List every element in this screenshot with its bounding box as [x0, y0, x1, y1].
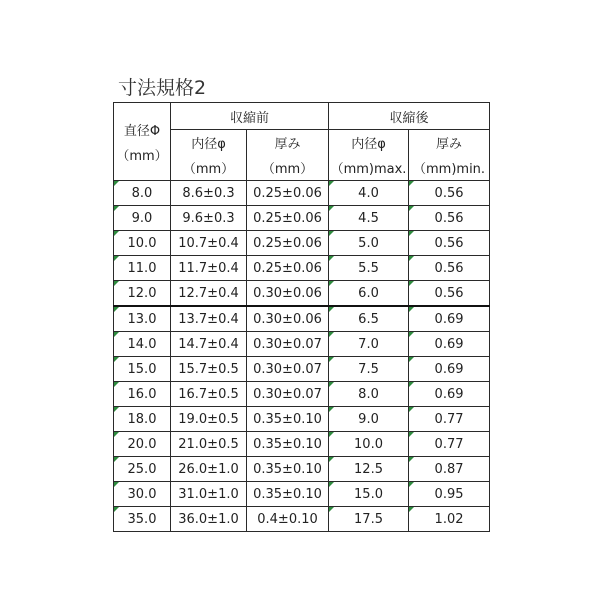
thick-after-cell [409, 181, 490, 206]
inner-after-cell [329, 256, 409, 281]
inner-after-cell-value: 5.5 [358, 260, 379, 276]
inner-after-cell-value: 12.5 [354, 461, 383, 477]
table-row [114, 407, 490, 432]
table-row [114, 231, 490, 256]
thick-after-cell [409, 306, 490, 332]
cell-marker-icon [409, 256, 414, 261]
inner-after-cell-value: 17.5 [354, 511, 383, 527]
diameter-cell-value: 14.0 [127, 336, 157, 352]
inner-before-header: 内径φ [171, 130, 247, 156]
cell-marker-icon [409, 206, 414, 211]
diameter-cell [114, 332, 171, 357]
inner-before-cell-value: 8.6±0.3 [182, 185, 235, 201]
inner-before-cell [171, 181, 247, 206]
thick-before-cell [247, 457, 329, 482]
thick-after-cell [409, 407, 490, 432]
cell-marker-icon [329, 507, 334, 512]
cell-marker-icon [409, 332, 414, 337]
thick-after-cell-value: 0.56 [434, 285, 464, 301]
diameter-cell [114, 382, 171, 407]
thick-after-cell-value: 0.56 [434, 260, 464, 276]
cell-marker-icon [114, 357, 119, 362]
cell-marker-icon [114, 407, 119, 412]
inner-after-cell-value: 10.0 [354, 436, 383, 452]
cell-marker-icon [409, 231, 414, 236]
diameter-cell-value: 12.0 [127, 285, 157, 301]
inner-before-cell [171, 256, 247, 281]
diameter-cell-value: 20.0 [127, 436, 157, 452]
thick-after-cell-value: 0.69 [434, 311, 464, 327]
inner-after-cell [329, 231, 409, 256]
thick-before-cell [247, 482, 329, 507]
inner-after-cell [329, 181, 409, 206]
diameter-cell [114, 457, 171, 482]
cell-marker-icon [114, 432, 119, 437]
table-row [114, 457, 490, 482]
table-row [114, 482, 490, 507]
table-row [114, 432, 490, 457]
thick-before-cell-value: 0.30±0.07 [253, 336, 322, 352]
thick-before-cell-value: 0.35±0.10 [253, 461, 322, 477]
thick-before-cell-value: 0.30±0.07 [253, 386, 322, 402]
cell-marker-icon [329, 432, 334, 437]
cell-marker-icon [114, 507, 119, 512]
thick-before-cell-value: 0.25±0.06 [253, 235, 322, 251]
inner-after-cell [329, 357, 409, 382]
inner-after-cell [329, 457, 409, 482]
inner-after-cell-value: 15.0 [354, 486, 383, 502]
inner-before-cell [171, 382, 247, 407]
cell-marker-icon [329, 307, 334, 312]
cell-marker-icon [409, 507, 414, 512]
diameter-cell [114, 281, 171, 307]
inner-before-cell [171, 407, 247, 432]
thick-before-cell [247, 357, 329, 382]
inner-before-cell [171, 507, 247, 532]
inner-after-cell [329, 432, 409, 457]
inner-after-cell-value: 5.0 [358, 235, 379, 251]
thick-after-unit: （mm)min. [409, 155, 490, 181]
inner-before-cell-value: 19.0±0.5 [178, 411, 239, 427]
table-row [114, 306, 490, 332]
diameter-cell-value: 8.0 [131, 185, 153, 201]
diameter-cell [114, 256, 171, 281]
thick-after-cell [409, 332, 490, 357]
table-row [114, 357, 490, 382]
inner-after-cell-value: 7.0 [358, 336, 379, 352]
diameter-cell [114, 306, 171, 332]
diameter-cell-value: 10.0 [127, 235, 157, 251]
cell-marker-icon [329, 332, 334, 337]
dimension-spec-table [113, 102, 490, 532]
thick-before-cell [247, 231, 329, 256]
table-row [114, 256, 490, 281]
diameter-cell-value: 11.0 [127, 260, 157, 276]
inner-after-cell [329, 306, 409, 332]
table-row [114, 507, 490, 532]
thick-after-cell [409, 206, 490, 231]
thick-before-cell-value: 0.30±0.07 [253, 361, 322, 377]
diameter-header-unit: （mm） [116, 148, 168, 164]
cell-marker-icon [114, 256, 119, 261]
thick-before-header: 厚み [247, 130, 329, 156]
diameter-cell-value: 16.0 [127, 386, 157, 402]
thick-after-cell-value: 0.56 [434, 235, 464, 251]
inner-before-cell [171, 332, 247, 357]
thick-before-cell-value: 0.4±0.10 [257, 511, 318, 527]
thick-after-cell-value: 0.87 [434, 461, 464, 477]
cell-marker-icon [114, 457, 119, 462]
thick-before-unit: （mm） [247, 155, 329, 181]
inner-before-cell-value: 16.7±0.5 [178, 386, 239, 402]
diameter-cell-value: 35.0 [127, 511, 157, 527]
cell-marker-icon [329, 231, 334, 236]
diameter-cell-value: 9.0 [131, 210, 153, 226]
cell-marker-icon [114, 482, 119, 487]
thick-before-cell-value: 0.30±0.06 [253, 311, 322, 327]
table-row [114, 181, 490, 206]
cell-marker-icon [409, 432, 414, 437]
inner-after-cell-value: 6.0 [358, 285, 379, 301]
thick-after-cell-value: 1.02 [434, 511, 464, 527]
cell-marker-icon [114, 382, 119, 387]
inner-after-cell [329, 382, 409, 407]
diameter-cell [114, 482, 171, 507]
thick-after-cell [409, 482, 490, 507]
thick-before-cell [247, 407, 329, 432]
cell-marker-icon [409, 307, 414, 312]
diameter-cell [114, 357, 171, 382]
cell-marker-icon [409, 482, 414, 487]
after-shrink-header: 収縮後 [329, 103, 490, 130]
inner-after-cell-value: 4.0 [358, 185, 379, 201]
thick-after-cell-value: 0.77 [434, 411, 464, 427]
cell-marker-icon [114, 206, 119, 211]
thick-before-cell-value: 0.35±0.10 [253, 411, 322, 427]
diameter-cell [114, 181, 171, 206]
diameter-header [114, 103, 171, 181]
cell-marker-icon [329, 206, 334, 211]
diameter-cell [114, 507, 171, 532]
cell-marker-icon [329, 357, 334, 362]
table-row [114, 206, 490, 231]
inner-before-cell-value: 14.7±0.4 [178, 336, 239, 352]
thick-before-cell [247, 382, 329, 407]
thick-before-cell-value: 0.25±0.06 [253, 210, 322, 226]
cell-marker-icon [329, 256, 334, 261]
cell-marker-icon [329, 407, 334, 412]
cell-marker-icon [409, 407, 414, 412]
cell-marker-icon [409, 181, 414, 186]
thick-after-header: 厚み [409, 130, 490, 156]
thick-after-cell-value: 0.69 [434, 361, 464, 377]
thick-before-cell-value: 0.25±0.06 [253, 185, 322, 201]
thick-after-cell [409, 382, 490, 407]
thick-after-cell-value: 0.95 [434, 486, 464, 502]
inner-before-cell-value: 13.7±0.4 [178, 311, 239, 327]
inner-before-cell-value: 36.0±1.0 [178, 511, 239, 527]
thick-before-cell [247, 281, 329, 307]
diameter-cell-value: 13.0 [127, 311, 157, 327]
diameter-cell-value: 25.0 [127, 461, 157, 477]
diameter-cell [114, 432, 171, 457]
inner-before-cell-value: 15.7±0.5 [178, 361, 239, 377]
cell-marker-icon [114, 231, 119, 236]
table-row [114, 332, 490, 357]
table-row [114, 281, 490, 307]
cell-marker-icon [329, 181, 334, 186]
diameter-cell [114, 407, 171, 432]
inner-before-cell [171, 206, 247, 231]
inner-before-cell [171, 432, 247, 457]
thick-before-cell [247, 181, 329, 206]
cell-marker-icon [409, 357, 414, 362]
inner-after-cell [329, 332, 409, 357]
cell-marker-icon [409, 457, 414, 462]
inner-after-header: 内径φ [329, 130, 409, 156]
thick-before-cell-value: 0.25±0.06 [253, 260, 322, 276]
thick-after-cell [409, 357, 490, 382]
thick-after-cell [409, 281, 490, 307]
diameter-cell-value: 18.0 [127, 411, 157, 427]
inner-after-cell-value: 6.5 [358, 311, 379, 327]
inner-after-cell [329, 206, 409, 231]
thick-before-cell [247, 206, 329, 231]
inner-after-cell [329, 482, 409, 507]
before-shrink-header: 収縮前 [171, 103, 329, 130]
inner-before-cell [171, 306, 247, 332]
inner-before-cell-value: 9.6±0.3 [182, 210, 235, 226]
inner-after-cell-value: 7.5 [358, 361, 379, 377]
page-title: 寸法規格2 [118, 77, 207, 99]
cell-marker-icon [114, 332, 119, 337]
cell-marker-icon [329, 457, 334, 462]
inner-after-cell-value: 8.0 [358, 386, 379, 402]
cell-marker-icon [329, 482, 334, 487]
thick-before-cell [247, 256, 329, 281]
inner-after-cell [329, 507, 409, 532]
inner-before-cell-value: 31.0±1.0 [178, 486, 239, 502]
inner-after-cell [329, 407, 409, 432]
cell-marker-icon [114, 181, 119, 186]
thick-before-cell-value: 0.30±0.06 [253, 285, 322, 301]
table-row [114, 382, 490, 407]
inner-before-cell [171, 357, 247, 382]
inner-after-cell-value: 9.0 [358, 411, 379, 427]
cell-marker-icon [329, 281, 334, 286]
thick-after-cell [409, 256, 490, 281]
inner-before-cell [171, 482, 247, 507]
inner-before-cell-value: 26.0±1.0 [178, 461, 239, 477]
inner-before-cell-value: 12.7±0.4 [178, 285, 239, 301]
inner-before-cell-value: 10.7±0.4 [178, 235, 239, 251]
diameter-header-label: 直径Φ [123, 123, 161, 139]
inner-before-cell-value: 11.7±0.4 [178, 260, 239, 276]
thick-after-cell [409, 432, 490, 457]
thick-before-cell [247, 432, 329, 457]
thick-after-cell-value: 0.56 [434, 210, 464, 226]
thick-after-cell [409, 507, 490, 532]
inner-after-cell [329, 281, 409, 307]
cell-marker-icon [409, 281, 414, 286]
thick-after-cell [409, 231, 490, 256]
inner-after-cell-value: 4.5 [358, 210, 379, 226]
thick-after-cell-value: 0.69 [434, 336, 464, 352]
cell-marker-icon [409, 382, 414, 387]
diameter-cell [114, 231, 171, 256]
thick-after-cell-value: 0.56 [434, 185, 464, 201]
cell-marker-icon [114, 281, 119, 286]
thick-after-cell-value: 0.69 [434, 386, 464, 402]
thick-before-cell [247, 507, 329, 532]
cell-marker-icon [329, 382, 334, 387]
diameter-cell-value: 15.0 [127, 361, 157, 377]
inner-after-unit: （mm)max. [329, 155, 409, 181]
inner-before-unit: （mm） [171, 155, 247, 181]
thick-after-cell [409, 457, 490, 482]
thick-before-cell [247, 306, 329, 332]
thick-before-cell [247, 332, 329, 357]
diameter-cell-value: 30.0 [127, 486, 157, 502]
inner-before-cell [171, 457, 247, 482]
thick-before-cell-value: 0.35±0.10 [253, 486, 322, 502]
inner-before-cell-value: 21.0±0.5 [178, 436, 239, 452]
thick-after-cell-value: 0.77 [434, 436, 464, 452]
cell-marker-icon [114, 307, 119, 312]
diameter-cell [114, 206, 171, 231]
inner-before-cell [171, 281, 247, 307]
thick-before-cell-value: 0.35±0.10 [253, 436, 322, 452]
inner-before-cell [171, 231, 247, 256]
